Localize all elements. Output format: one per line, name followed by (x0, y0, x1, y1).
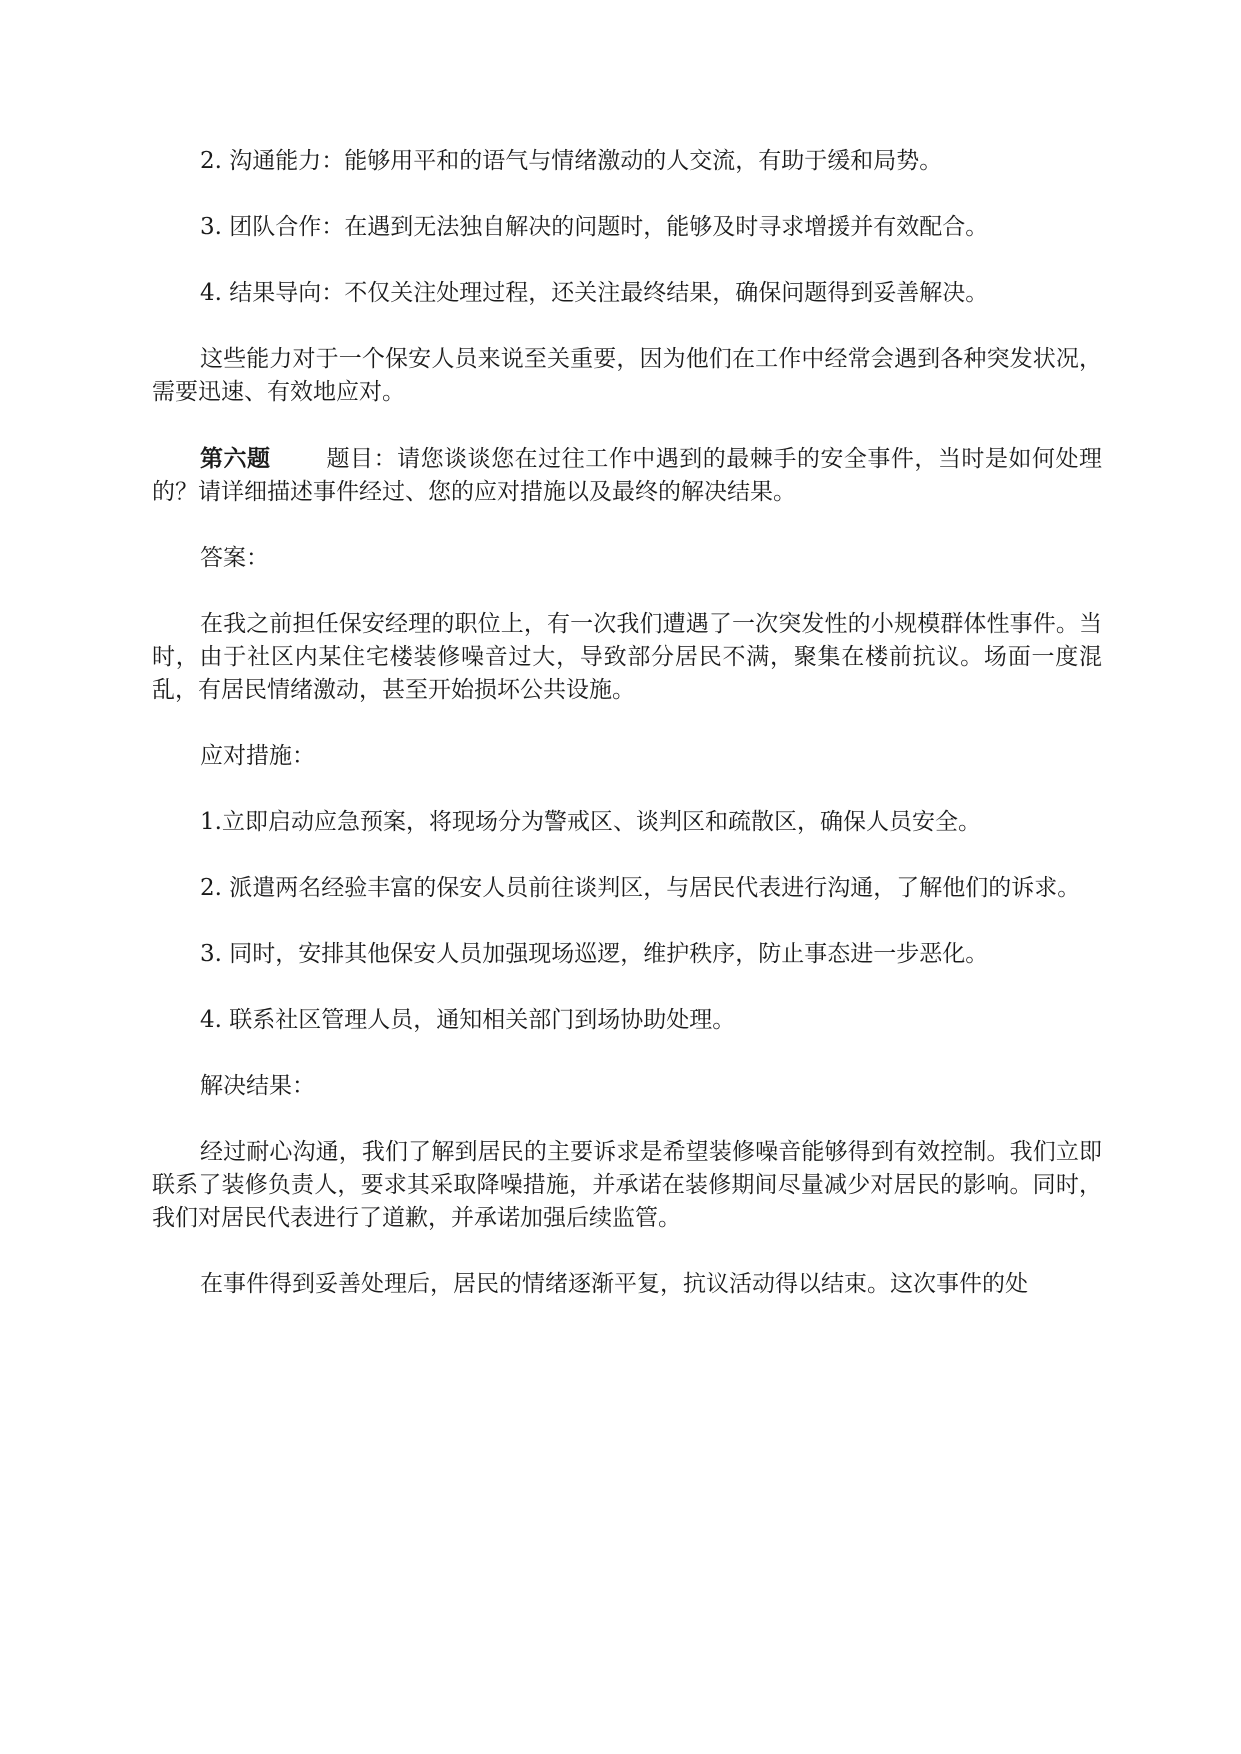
paragraph-result-oriented: 4. 结果导向：不仅关注处理过程，还关注最终结果，确保问题得到妥善解决。 (200, 280, 989, 306)
measures-label: 应对措施： (200, 743, 315, 769)
measure-item: 1.立即启动应急预案，将现场分为警戒区、谈判区和疏散区，确保人员安全。 (200, 809, 981, 835)
answer-label: 答案： (200, 545, 269, 571)
measure-item: 4. 联系社区管理人员，通知相关部门到场协助处理。 (200, 1007, 736, 1033)
question-number: 第六题 (200, 445, 271, 472)
question-text: 题目：请您谈谈您在过往工作中遇到的最棘手的安全事件，当时是如何处理的？请详细描述事件经过、您的应对措施以及最终的解决结果。 (152, 446, 1103, 505)
paragraph-summary: 这些能力对于一个保安人员来说至关重要，因为他们在工作中经常会遇到各种突发状况，需要迅速、有效地应对。 (152, 346, 1102, 405)
question-six (152, 442, 1102, 509)
measure-item: 3. 同时，安排其他保安人员加强现场巡逻，维护秩序，防止事态进一步恶化。 (200, 941, 989, 967)
paragraph-teamwork: 3. 团队合作：在遇到无法独自解决的问题时，能够及时寻求增援并有效配合。 (200, 214, 989, 240)
document-page (152, 145, 1102, 1334)
result-paragraph: 经过耐心沟通，我们了解到居民的主要诉求是希望装修噪音能够得到有效控制。我们立即联系了装修负责人，要求其采取降噪措施，并承诺在装修期间尽量减少对居民的影响。同时，我们对居民代表进行了道歉，并承诺加强后续监管。 (152, 1139, 1102, 1231)
answer-intro: 在我之前担任保安经理的职位上，有一次我们遭遇了一次突发性的小规模群体性事件。当时，由于社区内某住宅楼装修噪音过大，导致部分居民不满，聚集在楼前抗议。场面一度混乱，有居民情绪激动，甚至开始损坏公共设施。 (152, 611, 1102, 703)
result-paragraph: 在事件得到妥善处理后，居民的情绪逐渐平复，抗议活动得以结束。这次事件的处 (200, 1271, 1028, 1297)
paragraph-communication: 2. 沟通能力：能够用平和的语气与情绪激动的人交流，有助于缓和局势。 (200, 148, 943, 174)
result-label: 解决结果： (200, 1073, 315, 1099)
measure-item: 2. 派遣两名经验丰富的保安人员前往谈判区，与居民代表进行沟通，了解他们的诉求。 (200, 875, 1081, 901)
